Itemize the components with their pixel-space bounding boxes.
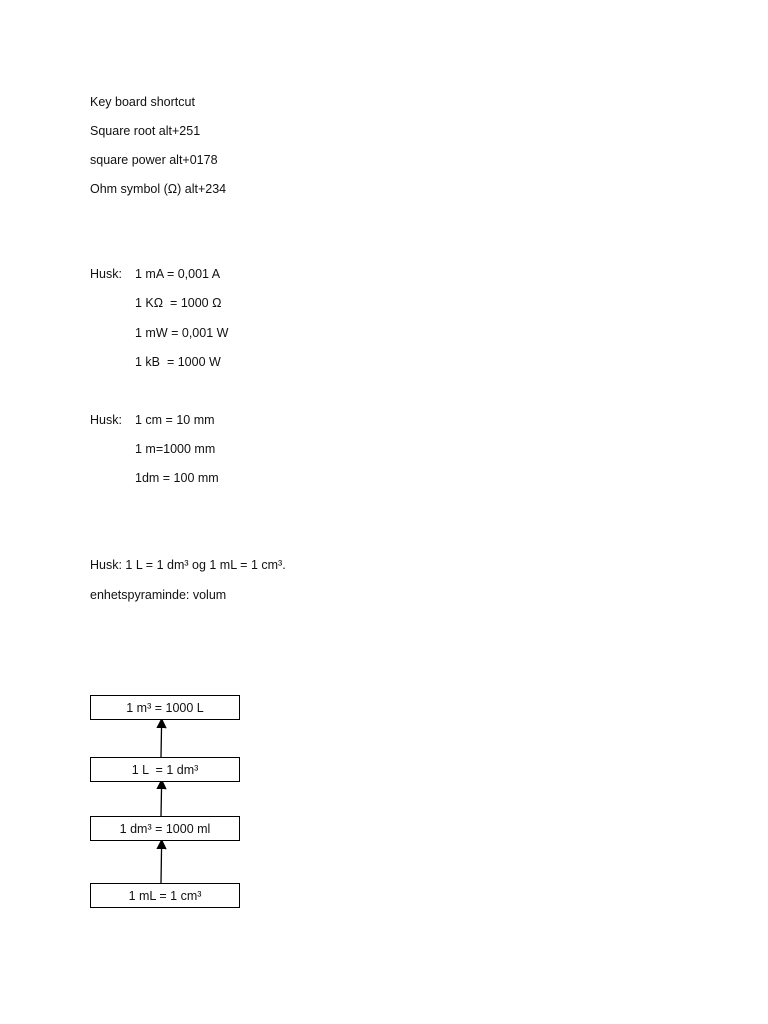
arrow-up [161,784,162,816]
shortcut-heading: Key board shortcut [90,95,195,109]
arrow-up [161,723,162,757]
husk-length-item: 1 cm = 10 mm [135,413,215,427]
shortcut-square-root: Square root alt+251 [90,124,201,138]
pyramid-box-liter: 1 L = 1 dm³ [90,757,240,782]
shortcut-ohm-symbol: Ohm symbol (Ω) alt+234 [90,182,227,196]
husk-electric-item: 1 KΩ = 1000 Ω [135,296,222,310]
pyramid-box-dm3: 1 dm³ = 1000 ml [90,816,240,841]
volume-note: Husk: 1 L = 1 dm³ og 1 mL = 1 cm³. [90,558,286,572]
husk-electric-item: 1 mW = 0,001 W [135,326,229,340]
pyramid-box-ml: 1 mL = 1 cm³ [90,883,240,908]
husk-length-label: Husk: [90,413,122,427]
arrow-up [161,844,162,883]
pyramid-box-m3: 1 m³ = 1000 L [90,695,240,720]
shortcut-square-power: square power alt+0178 [90,153,218,167]
husk-electric-item: 1 kB = 1000 W [135,355,221,369]
husk-length-item: 1dm = 100 mm [135,471,219,485]
husk-electric-label: Husk: [90,267,122,281]
husk-electric-item: 1 mA = 0,001 A [135,267,221,281]
husk-length-item: 1 m=1000 mm [135,442,216,456]
volume-pyramid-title: enhetspyraminde: volum [90,588,227,602]
